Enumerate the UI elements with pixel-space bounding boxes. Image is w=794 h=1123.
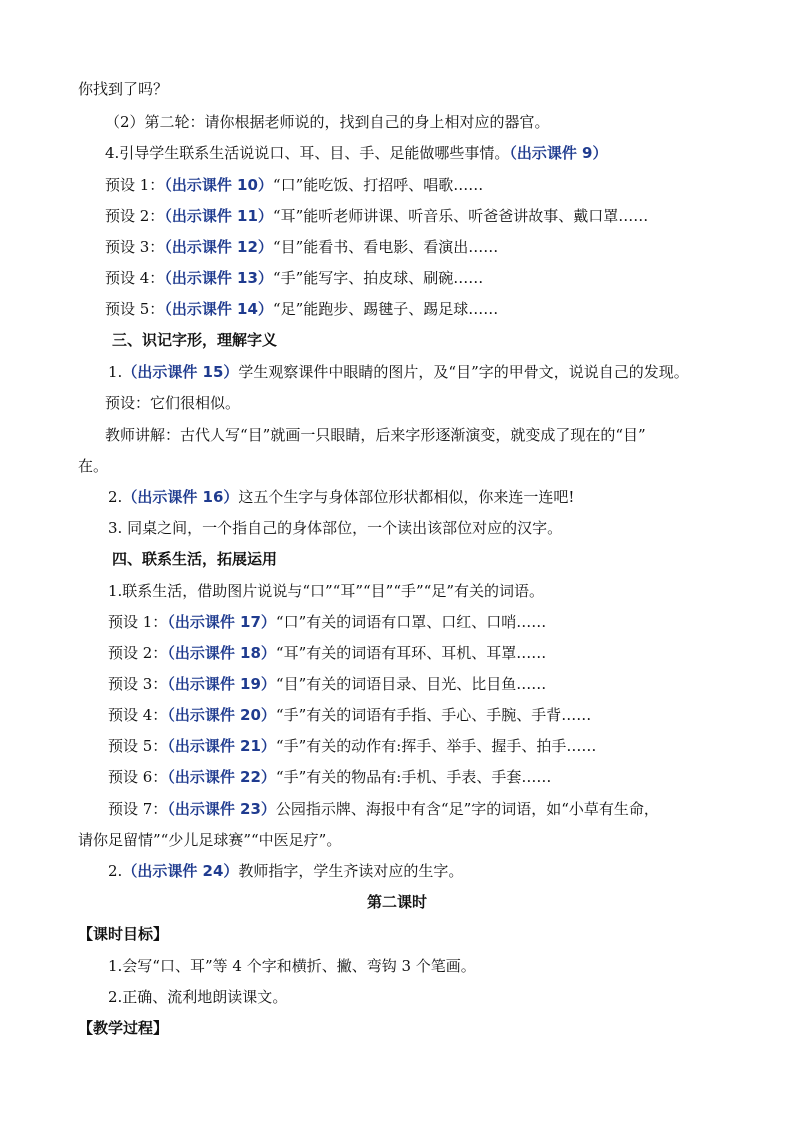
paragraph-line (105, 112, 550, 132)
section-heading (78, 1018, 168, 1038)
line-text: “足”能跑步、踢毽子、踢足球…… (272, 300, 499, 318)
courseware-link[interactable]: （出示课件 23） (167, 800, 276, 818)
line-text: “手”能写字、拍皮球、刷碗…… (272, 269, 484, 287)
paragraph-line (78, 456, 108, 476)
line-text: “耳”有关的词语有耳环、耳机、耳罩…… (275, 644, 547, 662)
line-text: 在。 (78, 457, 109, 475)
paragraph-line (78, 79, 168, 99)
lesson-title-text: 第二课时 (366, 893, 427, 911)
line-text: 2.正确、流利地朗读课文。 (108, 988, 288, 1006)
line-text: “手”有关的物品有:手机、手表、手套…… (275, 768, 552, 786)
section-heading-text: 【教学过程】 (78, 1019, 169, 1037)
preset-label: 预设 4： (108, 706, 168, 724)
line-text: “手”有关的词语有手指、手心、手腕、手背…… (275, 706, 592, 724)
courseware-link[interactable]: （出示课件 10） (164, 176, 273, 194)
preset-label: 预设 6： (108, 768, 168, 786)
line-text: （2）第二轮：请你根据老师说的，找到自己的身上相对应的器官。 (105, 113, 550, 131)
preset-label: 预设 5： (108, 737, 168, 755)
line-text: 这五个生字与身体部位形状都相似，你来连一连吧! (238, 488, 575, 506)
courseware-link[interactable]: （出示课件 16） (122, 488, 239, 506)
preset-line (105, 299, 498, 319)
line-text: “口”能吃饭、打招呼、唱歌…… (272, 176, 484, 194)
line-text: 4.引导学生联系生活说说口、耳、目、手、足能做哪些事情。 (105, 144, 510, 162)
preset-label: 预设 7： (108, 800, 168, 818)
line-text: 2. (108, 488, 123, 506)
preset-line (108, 674, 546, 694)
preset-label: 预设 3： (108, 675, 168, 693)
line-text: “口”有关的词语有口罩、口红、口哨…… (275, 613, 547, 631)
paragraph-line (105, 425, 646, 445)
preset-label: 预设 2： (108, 644, 168, 662)
preset-line (105, 206, 648, 226)
paragraph-line (108, 362, 689, 382)
preset-line (108, 612, 546, 632)
courseware-link[interactable]: （出示课件 24） (122, 862, 239, 880)
preset-label: 预设 1： (105, 176, 165, 194)
paragraph-line (108, 861, 463, 881)
paragraph-line (108, 987, 287, 1007)
line-text: 你找到了吗？ (78, 80, 169, 98)
courseware-link[interactable]: （出示课件 11） (164, 207, 273, 225)
section-heading-text: 四、联系生活，拓展运用 (112, 550, 278, 568)
paragraph-line (105, 393, 240, 413)
line-text: “耳”能听老师讲课、听音乐、听爸爸讲故事、戴口罩…… (272, 207, 649, 225)
preset-line (105, 268, 483, 288)
line-text: 学生观察课件中眼睛的图片，及“目”字的甲骨文，说说自己的发现。 (238, 363, 689, 381)
paragraph-line (105, 143, 608, 163)
section-heading-text: 三、识记字形，理解字义 (112, 331, 278, 349)
preset-line (108, 799, 659, 819)
preset-label: 预设 3： (105, 238, 165, 256)
section-heading (78, 924, 168, 944)
line-text: “目”能看书、看电影、看演出…… (272, 238, 499, 256)
courseware-link[interactable]: （出示课件 15） (122, 363, 239, 381)
preset-label: 预设 2： (105, 207, 165, 225)
preset-line (108, 767, 551, 787)
line-text: 1.联系生活，借助图片说说与“口”“耳”“目”“手”“足”有关的词语。 (108, 582, 544, 600)
courseware-link[interactable]: （出示课件 9） (509, 144, 608, 162)
courseware-link[interactable]: （出示课件 20） (167, 706, 276, 724)
preset-label: 预设 5： (105, 300, 165, 318)
courseware-link[interactable]: （出示课件 14） (164, 300, 273, 318)
preset-line (108, 705, 591, 725)
lesson-title (0, 892, 794, 912)
paragraph-line (108, 581, 544, 601)
paragraph-line (108, 956, 476, 976)
courseware-link[interactable]: （出示课件 21） (167, 737, 276, 755)
line-text: 2. (108, 862, 123, 880)
section-heading (112, 549, 277, 569)
line-text: 1.会写“口、耳”等 4 个字和横折、撇、弯钩 3 个笔画。 (108, 957, 476, 975)
paragraph-line (108, 518, 562, 538)
preset-line (108, 736, 596, 756)
line-text: 请你足留情”“少儿足球赛”“中医足疗”。 (78, 831, 342, 849)
courseware-link[interactable]: （出示课件 12） (164, 238, 273, 256)
line-text: 教师讲解：古代人写“目”就画一只眼睛，后来字形逐渐演变，就变成了现在的“目” (105, 426, 646, 444)
paragraph-line (78, 830, 341, 850)
line-text: “手”有关的动作有:挥手、举手、握手、拍手…… (275, 737, 597, 755)
line-text: 公园指示牌、海报中有含“足”字的词语，如“小草有生命， (275, 800, 659, 818)
preset-line (105, 175, 483, 195)
courseware-link[interactable]: （出示课件 18） (167, 644, 276, 662)
section-heading-text: 【课时目标】 (78, 925, 169, 943)
section-heading (112, 330, 277, 350)
preset-line (105, 237, 498, 257)
line-text: “目”有关的词语目录、目光、比目鱼…… (275, 675, 547, 693)
preset-line (108, 643, 546, 663)
line-text: 预设：它们很相似。 (105, 394, 241, 412)
courseware-link[interactable]: （出示课件 22） (167, 768, 276, 786)
courseware-link[interactable]: （出示课件 19） (167, 675, 276, 693)
preset-label: 预设 1： (108, 613, 168, 631)
preset-label: 预设 4： (105, 269, 165, 287)
line-text: 1. (108, 363, 123, 381)
courseware-link[interactable]: （出示课件 13） (164, 269, 273, 287)
courseware-link[interactable]: （出示课件 17） (167, 613, 276, 631)
line-text: 教师指字，学生齐读对应的生字。 (238, 862, 464, 880)
paragraph-line (108, 487, 574, 507)
line-text: 3. 同桌之间，一个指自己的身体部位，一个读出该部位对应的汉字。 (108, 519, 563, 537)
